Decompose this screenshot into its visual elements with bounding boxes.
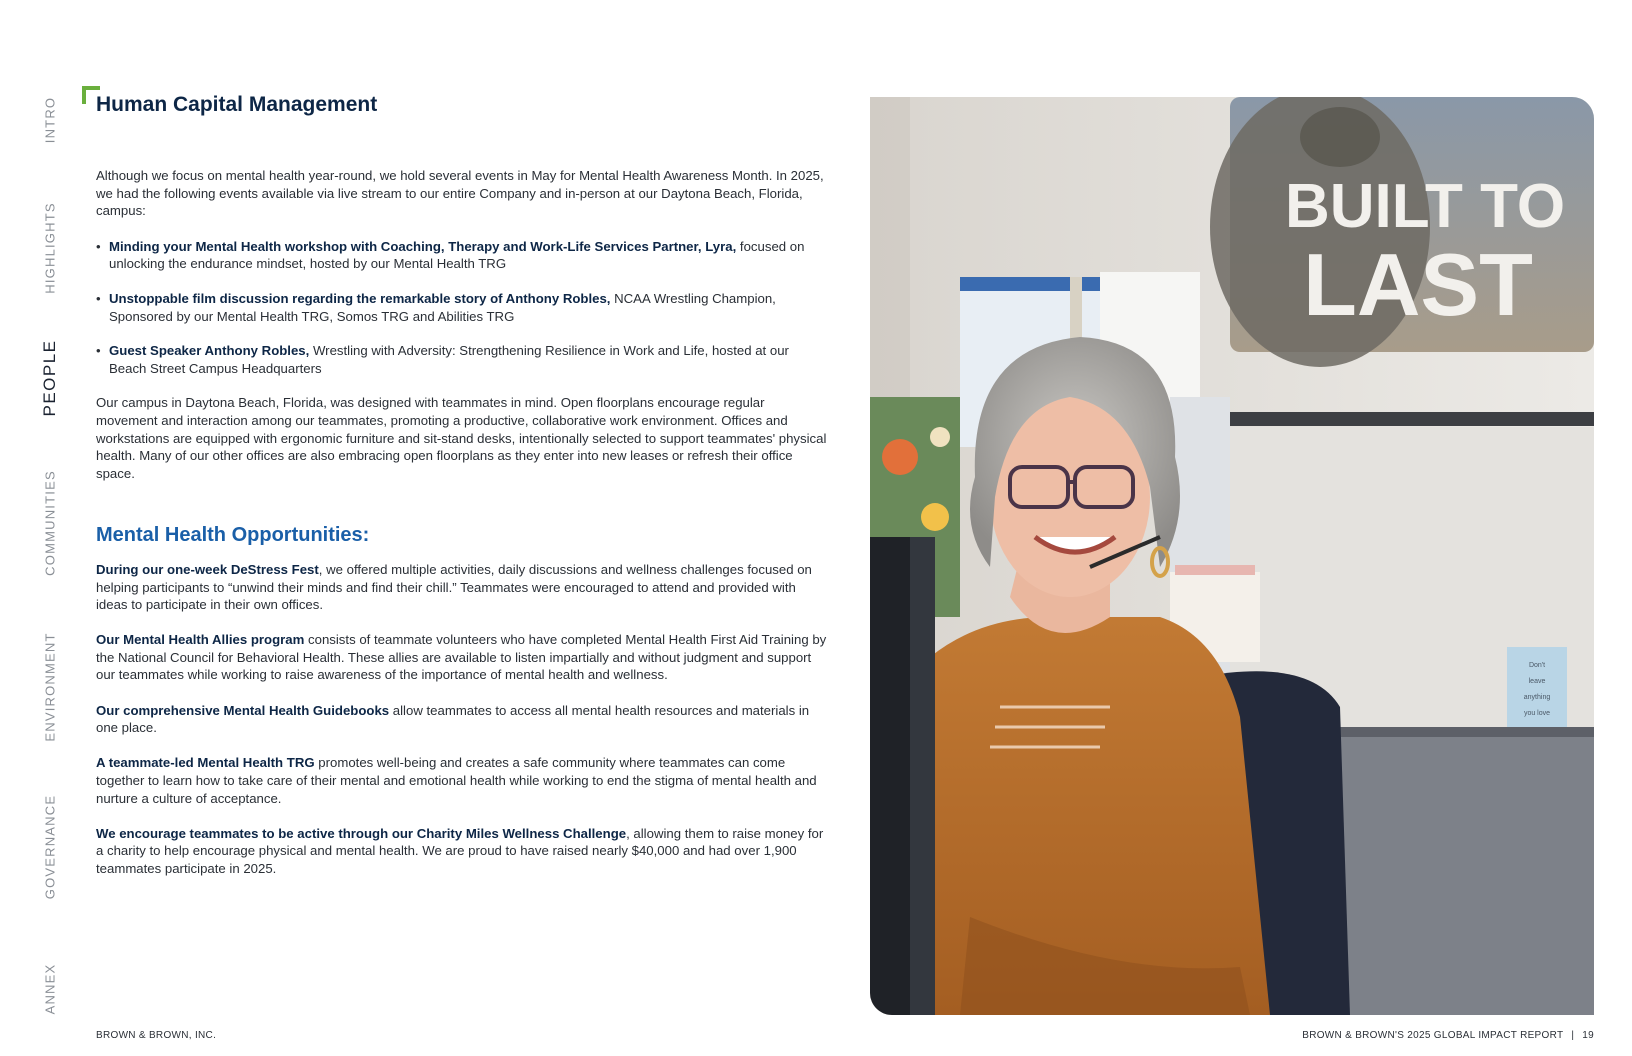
nav-governance[interactable]: GOVERNANCE (42, 794, 58, 900)
paragraph-lead: Our Mental Health Allies program (96, 632, 305, 648)
page-title: Human Capital Management (96, 93, 378, 116)
nav-communities[interactable]: COMMUNITIES (42, 470, 58, 576)
footer-report-title: BROWN & BROWN'S 2025 GLOBAL IMPACT REPORT (1302, 1030, 1564, 1041)
page-number: 19 (1582, 1030, 1594, 1041)
list-item-text: Wrestling with Adversity: Strengthening Resilience in Work and Life, hosted at our Beach Street Campus Headquarters (109, 343, 789, 376)
note-line: leave (1528, 678, 1546, 685)
poster-line-1: BUILT TO (1284, 172, 1566, 241)
section-nav (0, 0, 70, 1056)
paragraph-lead: Our comprehensive Mental Health Guidebooks (96, 702, 390, 718)
note-line: Don't (1528, 662, 1546, 669)
guidebooks-paragraph (96, 702, 828, 737)
paragraph-body: , we offered multiple activities, daily discussions and wellness challenges focused on helping participants to “unwind their minds and find their chill.” Teammates were encouraged to attend and provided with ideas to participate in their own offices. (96, 561, 812, 613)
footer-report (1302, 1030, 1594, 1041)
list-item-bold: Unstoppable film discussion regarding the remarkable story of Anthony Robles, (109, 290, 611, 306)
paragraph-body: promotes well-being and creates a safe community where teammates can come together to learn how to take care of their mental and emotional health while working to end the stigma of mental health and nurture a culture of acceptance. (96, 755, 817, 806)
intro-paragraph: Although we focus on mental health year-round, we hold several events in May for Mental Health Awareness Month. In 2025, we had the following events available via live stream to our entire Company and in-person at our Daytona Beach, Florida, campus: (96, 168, 824, 219)
paragraph-body: consists of teammate volunteers who have completed Mental Health First Aid Training by the National Council for Behavioral Health. These allies are available to listen impartially and without judgment and support our teammates while working to raise awareness of the importance of mental health and wellness. (96, 632, 827, 683)
nav-people[interactable]: PEOPLE (40, 339, 59, 417)
nav-highlights[interactable]: HIGHLIGHTS (42, 202, 58, 294)
paragraph-lead: We encourage teammates to be active through our Charity Miles Wellness Challenge (96, 825, 627, 841)
list-item-bold: Minding your Mental Health workshop with Coaching, Therapy and Work-Life Services Partner, Lyra, (109, 238, 737, 254)
list-item (96, 290, 828, 325)
photo-illustration (870, 97, 1594, 1015)
destress-paragraph (96, 561, 828, 614)
trg-paragraph (96, 754, 828, 807)
note-line: you love (1523, 710, 1551, 717)
allies-paragraph (96, 631, 828, 684)
campus-paragraph: Our campus in Daytona Beach, Florida, was designed with teammates in mind. Open floorplans encourage regular movement and interaction among our teammates, promoting a productive, collaborative work environment. Offices and workstations are equipped with ergonomic furniture and sit-stand desks, intentionally selected to support teammates' physical health. Many of our other offices are also embracing open floorplans as they enter into new leases or refresh their office space. (96, 395, 827, 481)
paragraph-body: allow teammates to access all mental health resources and materials in one place. (96, 702, 810, 736)
list-item-text: NCAA Wrestling Champion, Sponsored by our Mental Health TRG, Somos TRG and Abilities TRG (109, 290, 776, 324)
list-item (96, 238, 828, 273)
poster-line-2: LAST (1303, 235, 1533, 334)
nav-annex[interactable]: ANNEX (42, 963, 58, 1015)
nav-intro[interactable]: INTRO (42, 96, 58, 144)
footer-separator: | (1571, 1030, 1575, 1041)
employee-photo (870, 97, 1594, 1015)
built-to-last-poster (1210, 97, 1594, 367)
paragraph-lead: During our one-week DeStress Fest (96, 561, 319, 577)
list-item (96, 342, 828, 377)
sticky-note (1507, 647, 1567, 732)
note-line: anything (1523, 694, 1551, 701)
charity-miles-paragraph (96, 825, 828, 878)
paragraph-body: , allowing them to raise money for a charity to help encourage physical and mental health. We are proud to have raised nearly $40,000 and had over 1,900 teammates participate in 2025. (96, 825, 824, 876)
list-item-bold: Guest Speaker Anthony Robles, (109, 343, 310, 359)
paragraph-lead: A teammate-led Mental Health TRG (96, 755, 315, 771)
section-subheading: Mental Health Opportunities: (96, 524, 370, 547)
nav-environment[interactable]: ENVIRONMENT (42, 632, 58, 742)
list-item-text: focused on unlocking the endurance mindset, hosted by our Mental Health TRG (109, 238, 805, 272)
body-column (96, 167, 828, 895)
footer-company: BROWN & BROWN, INC. (96, 1030, 217, 1041)
events-list (96, 238, 828, 378)
